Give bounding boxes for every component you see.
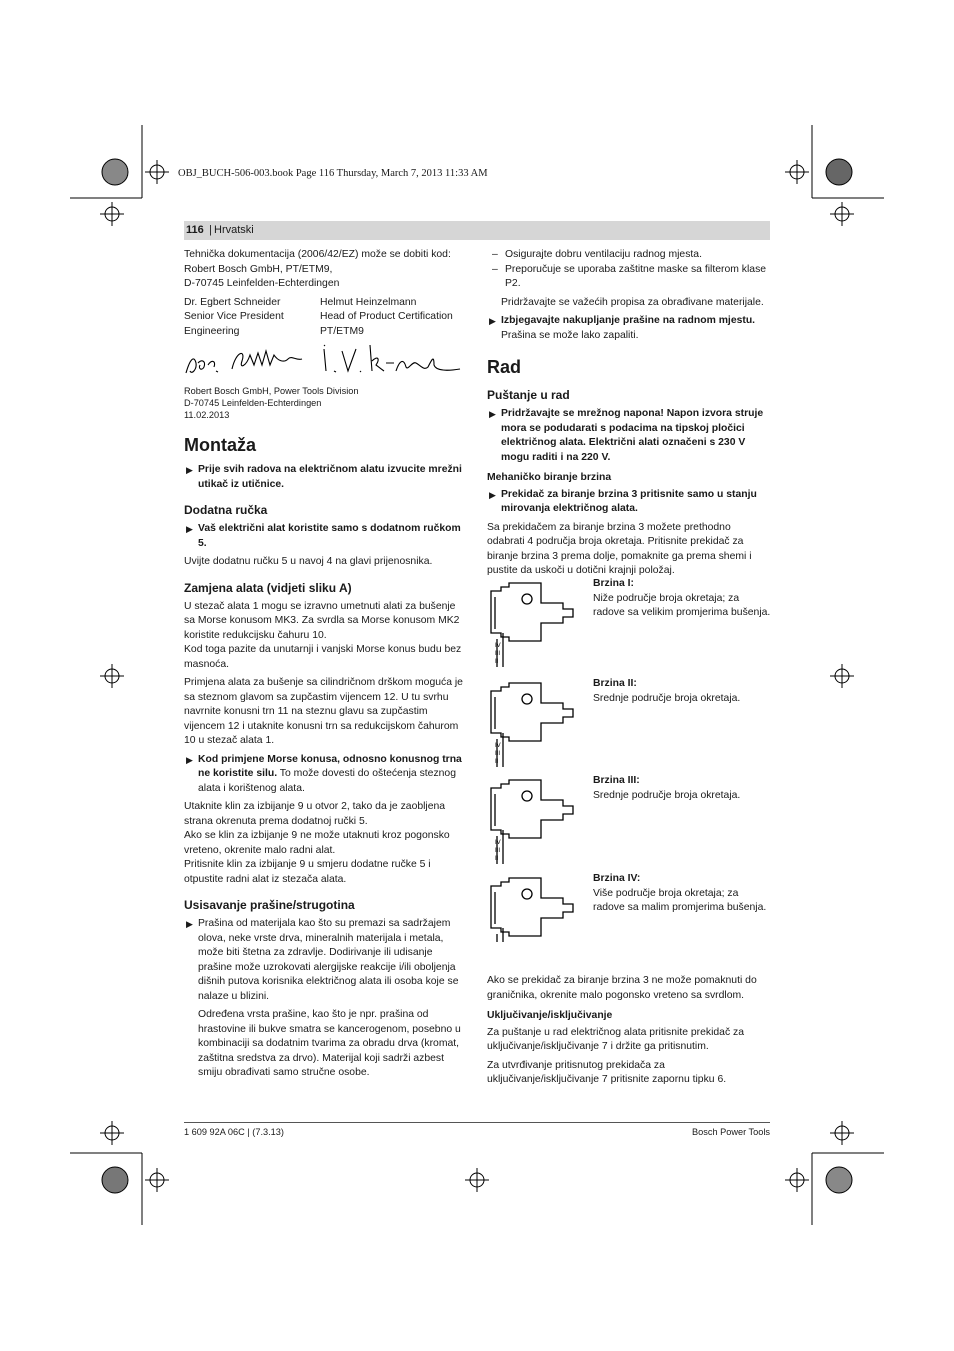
bullet-triangle-icon: ▶ xyxy=(186,524,193,534)
svg-text:II: II xyxy=(495,856,499,862)
dodatna-text: Uvijte dodatnu ručku 5 u navoj 4 na glavi prijenosnika. xyxy=(184,556,433,567)
speed-desc: Niže područje broja okretaja; za radove sa velikim promjerima bušenja. xyxy=(593,592,771,618)
ako-text: Ako se prekidač za biranje brzina 3 ne može pomaknuti do graničnika, okrenite malo pogonsko vreteno sa svrdlom. xyxy=(487,975,757,1001)
svg-text:III: III xyxy=(495,751,501,757)
signatory-line: Dr. Egbert Schneider xyxy=(184,296,281,308)
footer-brand: Bosch Power Tools xyxy=(692,1127,770,1137)
gear-selector-diagram-icon xyxy=(487,577,587,669)
dodatna-warning: ▶ Vaš električni alat koristite samo s dodatnom ručkom 5. xyxy=(186,523,461,549)
signatures xyxy=(184,341,464,383)
svg-text:II: II xyxy=(495,659,499,665)
page-number: 116 xyxy=(186,224,204,236)
zamjena-warning: ▶ Kod primjene Morse konusa, odnosno konusnog trna ne koristite silu. To može dovesti do oštećenja steznog alata i korištenog alata. xyxy=(186,753,462,794)
speed-name: Brzina IV: xyxy=(593,873,641,884)
gear-selector-diagram-icon xyxy=(487,677,587,769)
zamjena-para: Pritisnite klin za izbijanje 9 u smjeru dodatne ručke 5 i otpustite radni alat iz stezača alata. xyxy=(184,859,431,885)
speed-desc: Srednje područje broja okretaja. xyxy=(593,789,741,801)
bullet-triangle-icon: ▶ xyxy=(186,465,193,475)
language-label: Hrvatski xyxy=(214,224,254,236)
rad-heading: Rad xyxy=(487,357,522,377)
speed-name: Brzina II: xyxy=(593,678,637,689)
file-header: OBJ_BUCH-506-003.book Page 116 Thursday, March 7, 2013 11:33 AM xyxy=(178,168,488,179)
svg-text:III: III xyxy=(495,848,501,854)
speed-name: Brzina I: xyxy=(593,578,634,589)
signatory-line: Head of Product Certification xyxy=(320,311,453,322)
ukljucivanje-text: Za utvrđivanje pritisnutog prekidača za uključivanje/isključivanje 7 pritisnite zapornu tipku 6. xyxy=(487,1059,727,1085)
speed-1 xyxy=(487,577,770,674)
zamjena-para: Ako se klin za izbijanje 9 ne može utaknuti kroz pogonsko vreteno, okrenite malo radni alat. xyxy=(184,830,450,856)
tech-doc-line: Tehnička dokumentacija (2006/42/EZ) može se dobiti kod: xyxy=(184,249,451,260)
ukljucivanje-heading: Uključivanje/isključivanje xyxy=(487,1010,613,1021)
gear-selector-diagram-icon xyxy=(487,872,587,964)
svg-text:IV: IV xyxy=(495,743,501,749)
montaza-warning: ▶ Prije svih radova na električnom alatu izvucite mrežni utikač iz utičnice. xyxy=(186,464,462,490)
company-line: Robert Bosch GmbH, Power Tools Division xyxy=(184,386,359,396)
gear-selector-diagram-icon xyxy=(487,774,587,866)
signatory-line: PT/ETM9 xyxy=(320,325,364,337)
speed-desc: Više područje broja okretaja; za radove sa malim promjerima bušenja. xyxy=(593,887,767,913)
pustanje-warning: ▶ Pridržavajte se mrežnog napona! Napon izvora struje mora se podudarati s podacima na tipskoj pločici električnog alata. Električni alati označeni s 230 V mogu raditi i na 220 V. xyxy=(489,408,764,463)
dash-item: – Preporučuje se uporaba zaštitne maske sa filterom klase P2. xyxy=(492,263,767,289)
usisavanje-heading: Usisavanje prašine/strugotina xyxy=(184,898,355,912)
speed-4 xyxy=(487,872,770,969)
tech-doc xyxy=(184,248,464,292)
svg-text:IV: IV xyxy=(495,643,501,649)
bullet-triangle-icon: ▶ xyxy=(186,919,193,929)
bullet-triangle-icon: ▶ xyxy=(186,754,193,765)
left-column xyxy=(184,248,464,1085)
tech-doc-line: D-70745 Leinfelden-Echterdingen xyxy=(184,278,340,289)
speed-desc: Srednje područje broja okretaja. xyxy=(593,692,741,704)
ukljucivanje-text: Za puštanje u rad električnog alata pritisnite prekidač za uključivanje/isključivanje 7 i držite ga pritisnutim. xyxy=(487,1026,745,1052)
zamjena-para: Utaknite klin za izbijanje 9 u otvor 2, tako da je zaobljena strana okrenuta prema dodatnoj ručki 5. xyxy=(184,801,446,827)
signatory-line: Senior Vice President xyxy=(184,311,284,322)
right-column xyxy=(487,248,770,583)
propisi-text: Pridržavajte se važećih propisa za obrađivane materijale. xyxy=(501,296,764,308)
bullet-triangle-icon: ▶ xyxy=(489,409,496,419)
zamjena-para: U stezač alata 1 mogu se izravno umetnuti alati za bušenje sa Morse konusom MK3. Za svrdla sa Morse konusom MK2 koristite redukcijsku čahuru 10. xyxy=(184,600,460,641)
signatory-line: Helmut Heinzelmann xyxy=(320,296,417,308)
zamjena-para: Kod toga pazite da unutarnji i vanjski Morse konus budu bez masnoća. xyxy=(184,644,462,670)
svg-text:III: III xyxy=(495,651,501,657)
company-date: 11.02.2013 xyxy=(184,410,230,420)
page-header: 116 | Hrvatski xyxy=(184,221,770,240)
company-block xyxy=(184,385,464,421)
footer-code: 1 609 92A 06C | (7.3.13) xyxy=(184,1127,284,1137)
svg-text:II: II xyxy=(495,759,499,765)
speed-3 xyxy=(487,774,770,871)
izbjegavajte-warning: ▶ Izbjegavajte nakupljanje prašine na radnom mjestu. Prašina se može lako zapaliti. xyxy=(489,315,756,341)
mehanicko-heading: Mehaničko biranje brzina xyxy=(487,472,612,483)
usisavanje-bullet-cont: Određena vrsta prašine, kao što je npr. prašina od hrastovine ili bukve smatra se kancerogenom, posebno u kombinaciji sa dodatnim tvarima za obradu drva (kromat, zaštitna sredstva za drvo). Materijal koji sadrži azbest smiju obrađivati samo stručne osobe. xyxy=(198,1009,461,1078)
company-line: D-70745 Leinfelden-Echterdingen xyxy=(184,398,322,408)
usisavanje-bullet: ▶ Prašina od materijala kao što su premazi sa sadržajem olova, neke vrste drva, mineralnih materijala i metala, može biti štetna za zdravlje. Dodirivanje ili udisanje prašine može uzrokovati alergijske reakcije i/ili oboljenja dišnih putova korisnika električnog alata ili osoba koje se nalaze u blizini. xyxy=(186,918,459,1002)
dodatna-heading: Dodatna ručka xyxy=(184,503,268,517)
zamjena-heading: Zamjena alata (vidjeti sliku A) xyxy=(184,580,352,595)
signatory-line: Engineering xyxy=(184,325,240,337)
signatories xyxy=(184,296,464,340)
tech-doc-line: Robert Bosch GmbH, PT/ETM9, xyxy=(184,263,333,275)
bullet-triangle-icon: ▶ xyxy=(489,316,496,326)
mehanicko-warning: ▶ Prekidač za biranje brzina 3 pritisnite samo u stanju mirovanja električnog alata. xyxy=(489,488,757,514)
mehanicko-text: Sa prekidačem za biranje brzina 3 možete prethodno odabrati 4 područja broja okretaja. Pritisnite prekidač za biranje brzina 3 prema dolje, pomaknite ga prema shemi i pustite da uskoči u dotični krajnji položaj. xyxy=(487,521,752,576)
dash-item: – Osigurajte dobru ventilaciju radnog mjesta. xyxy=(492,249,702,260)
montaza-heading: Montaža xyxy=(184,435,256,455)
pustanje-heading: Puštanje u rad xyxy=(487,388,570,402)
speed-2 xyxy=(487,677,770,774)
speed-name: Brzina III: xyxy=(593,775,640,786)
footer xyxy=(184,1122,770,1137)
svg-text:IV: IV xyxy=(495,840,501,846)
bullet-triangle-icon: ▶ xyxy=(489,489,496,500)
zamjena-para: Primjena alata za bušenje sa cilindričnom drškom moguća je sa steznom glavom sa zupčastim vijencem 12. U tu svrhu navrnite konusni trn 11 na steznu glavu sa zupčastim vijencem 12 i utaknite konusni trn sa redukcijskom čahurom 10 u stezač alata 1. xyxy=(184,677,463,746)
right-column-bottom xyxy=(487,974,770,1092)
